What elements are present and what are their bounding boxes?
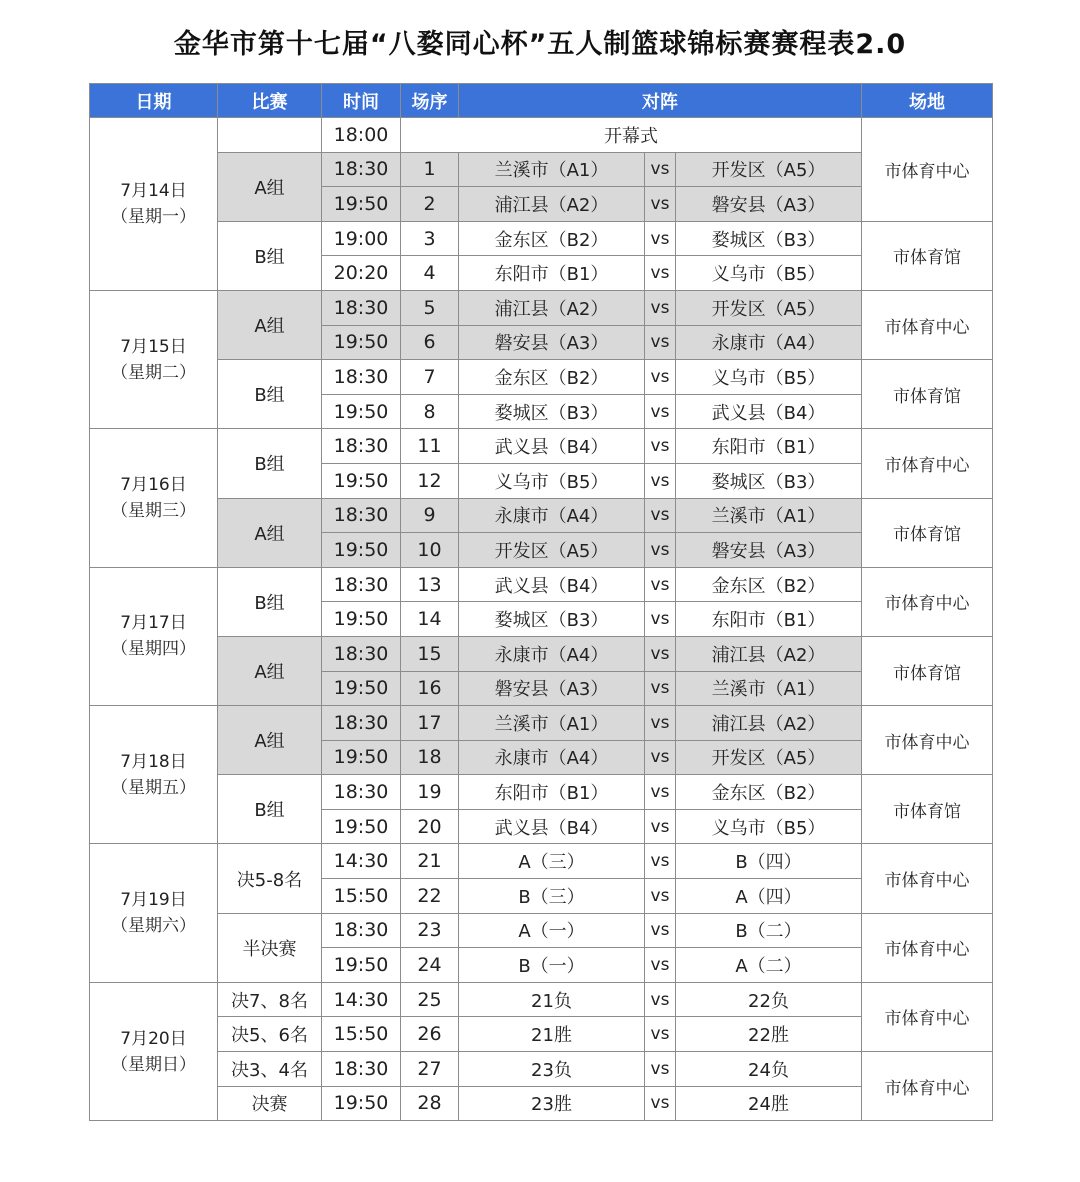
date-label: 7月19日	[120, 890, 187, 911]
time-cell: 15:50	[322, 1017, 401, 1052]
home-team: 开发区（A5）	[459, 533, 645, 568]
vs-label: vs	[645, 1086, 676, 1121]
away-team: 24胜	[676, 1086, 862, 1121]
date-label: 7月17日	[120, 613, 187, 634]
weekday-label: （星期五）	[111, 777, 196, 798]
vs-label: vs	[645, 913, 676, 948]
table-row	[90, 498, 993, 533]
home-team: A（一）	[459, 913, 645, 948]
away-team: 永康市（A4）	[676, 325, 862, 360]
away-team: A（二）	[676, 948, 862, 983]
group-cell: B组	[218, 775, 322, 844]
time-cell: 18:30	[322, 706, 401, 741]
date-cell	[90, 706, 218, 844]
away-team: 浦江县（A2）	[676, 636, 862, 671]
group-cell: A组	[218, 152, 322, 221]
game-number: 3	[401, 221, 459, 256]
group-cell: A组	[218, 498, 322, 567]
time-cell: 19:50	[322, 533, 401, 568]
time-cell: 18:30	[322, 429, 401, 464]
game-number: 18	[401, 740, 459, 775]
game-number: 21	[401, 844, 459, 879]
match-cell-empty	[218, 118, 322, 153]
venue-cell: 市体育中心	[862, 118, 993, 222]
game-number: 7	[401, 360, 459, 395]
date-cell	[90, 844, 218, 982]
date-cell	[90, 118, 218, 291]
weekday-label: （星期四）	[111, 639, 196, 660]
game-number: 1	[401, 152, 459, 187]
group-cell: B组	[218, 429, 322, 498]
vs-label: vs	[645, 879, 676, 914]
home-team: 东阳市（B1）	[459, 775, 645, 810]
home-team: 浦江县（A2）	[459, 187, 645, 222]
game-number: 5	[401, 290, 459, 325]
group-cell: 决5-8名	[218, 844, 322, 913]
vs-label: vs	[645, 1052, 676, 1087]
date-label: 7月14日	[120, 180, 187, 201]
opening-row	[90, 118, 993, 153]
away-team: 磐安县（A3）	[676, 187, 862, 222]
date-label: 7月15日	[120, 336, 187, 357]
away-team: 22负	[676, 982, 862, 1017]
venue-cell: 市体育馆	[862, 360, 993, 429]
time-cell: 19:50	[322, 325, 401, 360]
table-row	[90, 567, 993, 602]
date-cell	[90, 429, 218, 567]
table-row	[90, 1052, 993, 1087]
time-cell: 18:30	[322, 913, 401, 948]
game-number: 28	[401, 1086, 459, 1121]
group-cell: A组	[218, 636, 322, 705]
home-team: 武义县（B4）	[459, 809, 645, 844]
time-cell: 18:00	[322, 118, 401, 153]
time-cell: 18:30	[322, 360, 401, 395]
vs-label: vs	[645, 533, 676, 568]
home-team: 金东区（B2）	[459, 360, 645, 395]
vs-label: vs	[645, 706, 676, 741]
date-cell	[90, 290, 218, 428]
venue-cell: 市体育中心	[862, 567, 993, 636]
group-cell: B组	[218, 360, 322, 429]
weekday-label: （星期日）	[111, 1054, 196, 1075]
table-row	[90, 982, 993, 1017]
game-number: 14	[401, 602, 459, 637]
time-cell: 19:50	[322, 602, 401, 637]
home-team: 武义县（B4）	[459, 567, 645, 602]
header-venue: 场地	[862, 84, 993, 118]
header-time: 时间	[322, 84, 401, 118]
vs-label: vs	[645, 844, 676, 879]
away-team: 婺城区（B3）	[676, 463, 862, 498]
vs-label: vs	[645, 948, 676, 983]
home-team: 磐安县（A3）	[459, 325, 645, 360]
venue-cell: 市体育馆	[862, 498, 993, 567]
home-team: 21胜	[459, 1017, 645, 1052]
table-row	[90, 1017, 993, 1052]
venue-cell: 市体育中心	[862, 982, 993, 1051]
vs-label: vs	[645, 602, 676, 637]
table-row	[90, 360, 993, 395]
time-cell: 19:50	[322, 463, 401, 498]
table-row	[90, 290, 993, 325]
game-number: 11	[401, 429, 459, 464]
vs-label: vs	[645, 1017, 676, 1052]
time-cell: 14:30	[322, 982, 401, 1017]
venue-cell: 市体育馆	[862, 775, 993, 844]
group-cell: B组	[218, 221, 322, 290]
time-cell: 18:30	[322, 567, 401, 602]
vs-label: vs	[645, 187, 676, 222]
time-cell: 19:50	[322, 740, 401, 775]
home-team: 义乌市（B5）	[459, 463, 645, 498]
game-number: 13	[401, 567, 459, 602]
away-team: 22胜	[676, 1017, 862, 1052]
venue-cell: 市体育中心	[862, 290, 993, 359]
vs-label: vs	[645, 221, 676, 256]
time-cell: 18:30	[322, 636, 401, 671]
home-team: 婺城区（B3）	[459, 394, 645, 429]
away-team: B（四）	[676, 844, 862, 879]
group-cell: 决赛	[218, 1086, 322, 1121]
game-number: 25	[401, 982, 459, 1017]
home-team: 永康市（A4）	[459, 498, 645, 533]
game-number: 12	[401, 463, 459, 498]
vs-label: vs	[645, 429, 676, 464]
time-cell: 18:30	[322, 498, 401, 533]
header-match: 比赛	[218, 84, 322, 118]
weekday-label: （星期三）	[111, 501, 196, 522]
away-team: B（二）	[676, 913, 862, 948]
venue-cell: 市体育馆	[862, 221, 993, 290]
time-cell: 18:30	[322, 152, 401, 187]
vs-label: vs	[645, 463, 676, 498]
vs-label: vs	[645, 394, 676, 429]
game-number: 8	[401, 394, 459, 429]
time-cell: 19:50	[322, 394, 401, 429]
table-row	[90, 706, 993, 741]
time-cell: 18:30	[322, 1052, 401, 1087]
time-cell: 18:30	[322, 290, 401, 325]
home-team: 永康市（A4）	[459, 740, 645, 775]
away-team: A（四）	[676, 879, 862, 914]
home-team: 婺城区（B3）	[459, 602, 645, 637]
weekday-label: （星期六）	[111, 916, 196, 937]
header-date: 日期	[90, 84, 218, 118]
away-team: 24负	[676, 1052, 862, 1087]
home-team: B（一）	[459, 948, 645, 983]
game-number: 16	[401, 671, 459, 706]
date-label: 7月20日	[120, 1028, 187, 1049]
game-number: 24	[401, 948, 459, 983]
home-team: 磐安县（A3）	[459, 671, 645, 706]
venue-cell: 市体育中心	[862, 844, 993, 913]
vs-label: vs	[645, 775, 676, 810]
vs-label: vs	[645, 740, 676, 775]
table-row	[90, 775, 993, 810]
venue-cell: 市体育中心	[862, 429, 993, 498]
group-cell: 半决赛	[218, 913, 322, 982]
time-cell: 19:50	[322, 187, 401, 222]
away-team: 开发区（A5）	[676, 290, 862, 325]
away-team: 武义县（B4）	[676, 394, 862, 429]
time-cell: 20:20	[322, 256, 401, 291]
game-number: 20	[401, 809, 459, 844]
home-team: 浦江县（A2）	[459, 290, 645, 325]
date-cell	[90, 982, 218, 1120]
game-number: 9	[401, 498, 459, 533]
vs-label: vs	[645, 360, 676, 395]
game-number: 2	[401, 187, 459, 222]
header-matchup: 对阵	[459, 84, 862, 118]
group-cell: 决3、4名	[218, 1052, 322, 1087]
away-team: 义乌市（B5）	[676, 256, 862, 291]
vs-label: vs	[645, 671, 676, 706]
time-cell: 19:50	[322, 1086, 401, 1121]
table-row	[90, 844, 993, 879]
venue-cell: 市体育中心	[862, 706, 993, 775]
game-number: 10	[401, 533, 459, 568]
schedule-table	[89, 83, 993, 1121]
game-number: 26	[401, 1017, 459, 1052]
vs-label: vs	[645, 290, 676, 325]
table-row	[90, 636, 993, 671]
group-cell: A组	[218, 290, 322, 359]
venue-cell: 市体育中心	[862, 1052, 993, 1121]
game-number: 17	[401, 706, 459, 741]
home-team: 金东区（B2）	[459, 221, 645, 256]
away-team: 东阳市（B1）	[676, 429, 862, 464]
away-team: 开发区（A5）	[676, 152, 862, 187]
game-number: 4	[401, 256, 459, 291]
opening-ceremony: 开幕式	[401, 118, 862, 153]
vs-label: vs	[645, 636, 676, 671]
game-number: 27	[401, 1052, 459, 1087]
home-team: 武义县（B4）	[459, 429, 645, 464]
table-row	[90, 913, 993, 948]
home-team: 兰溪市（A1）	[459, 706, 645, 741]
home-team: 兰溪市（A1）	[459, 152, 645, 187]
vs-label: vs	[645, 256, 676, 291]
vs-label: vs	[645, 982, 676, 1017]
date-label: 7月18日	[120, 751, 187, 772]
away-team: 义乌市（B5）	[676, 360, 862, 395]
group-cell: A组	[218, 706, 322, 775]
away-team: 浦江县（A2）	[676, 706, 862, 741]
home-team: 永康市（A4）	[459, 636, 645, 671]
home-team: 21负	[459, 982, 645, 1017]
game-number: 19	[401, 775, 459, 810]
weekday-label: （星期二）	[111, 362, 196, 383]
vs-label: vs	[645, 152, 676, 187]
away-team: 义乌市（B5）	[676, 809, 862, 844]
home-team: 东阳市（B1）	[459, 256, 645, 291]
table-row	[90, 1086, 993, 1121]
home-team: B（三）	[459, 879, 645, 914]
game-number: 23	[401, 913, 459, 948]
away-team: 金东区（B2）	[676, 567, 862, 602]
table-row	[90, 221, 993, 256]
away-team: 开发区（A5）	[676, 740, 862, 775]
time-cell: 15:50	[322, 879, 401, 914]
time-cell: 18:30	[322, 775, 401, 810]
game-number: 15	[401, 636, 459, 671]
header-row	[90, 84, 993, 118]
game-number: 22	[401, 879, 459, 914]
vs-label: vs	[645, 325, 676, 360]
vs-label: vs	[645, 567, 676, 602]
home-team: 23负	[459, 1052, 645, 1087]
away-team: 磐安县（A3）	[676, 533, 862, 568]
group-cell: B组	[218, 567, 322, 636]
away-team: 婺城区（B3）	[676, 221, 862, 256]
away-team: 金东区（B2）	[676, 775, 862, 810]
group-cell: 决5、6名	[218, 1017, 322, 1052]
header-order: 场序	[401, 84, 459, 118]
time-cell: 19:00	[322, 221, 401, 256]
venue-cell: 市体育馆	[862, 636, 993, 705]
time-cell: 14:30	[322, 844, 401, 879]
vs-label: vs	[645, 809, 676, 844]
table-row	[90, 152, 993, 187]
time-cell: 19:50	[322, 809, 401, 844]
away-team: 东阳市（B1）	[676, 602, 862, 637]
vs-label: vs	[645, 498, 676, 533]
schedule-body	[90, 118, 993, 1121]
venue-cell: 市体育中心	[862, 913, 993, 982]
home-team: A（三）	[459, 844, 645, 879]
time-cell: 19:50	[322, 948, 401, 983]
group-cell: 决7、8名	[218, 982, 322, 1017]
away-team: 兰溪市（A1）	[676, 498, 862, 533]
date-label: 7月16日	[120, 475, 187, 496]
time-cell: 19:50	[322, 671, 401, 706]
date-cell	[90, 567, 218, 705]
away-team: 兰溪市（A1）	[676, 671, 862, 706]
page-title: 金华市第十七届“八婺同心杯”五人制篮球锦标赛赛程表2.0	[173, 29, 907, 60]
table-row	[90, 429, 993, 464]
game-number: 6	[401, 325, 459, 360]
weekday-label: （星期一）	[111, 206, 196, 227]
home-team: 23胜	[459, 1086, 645, 1121]
